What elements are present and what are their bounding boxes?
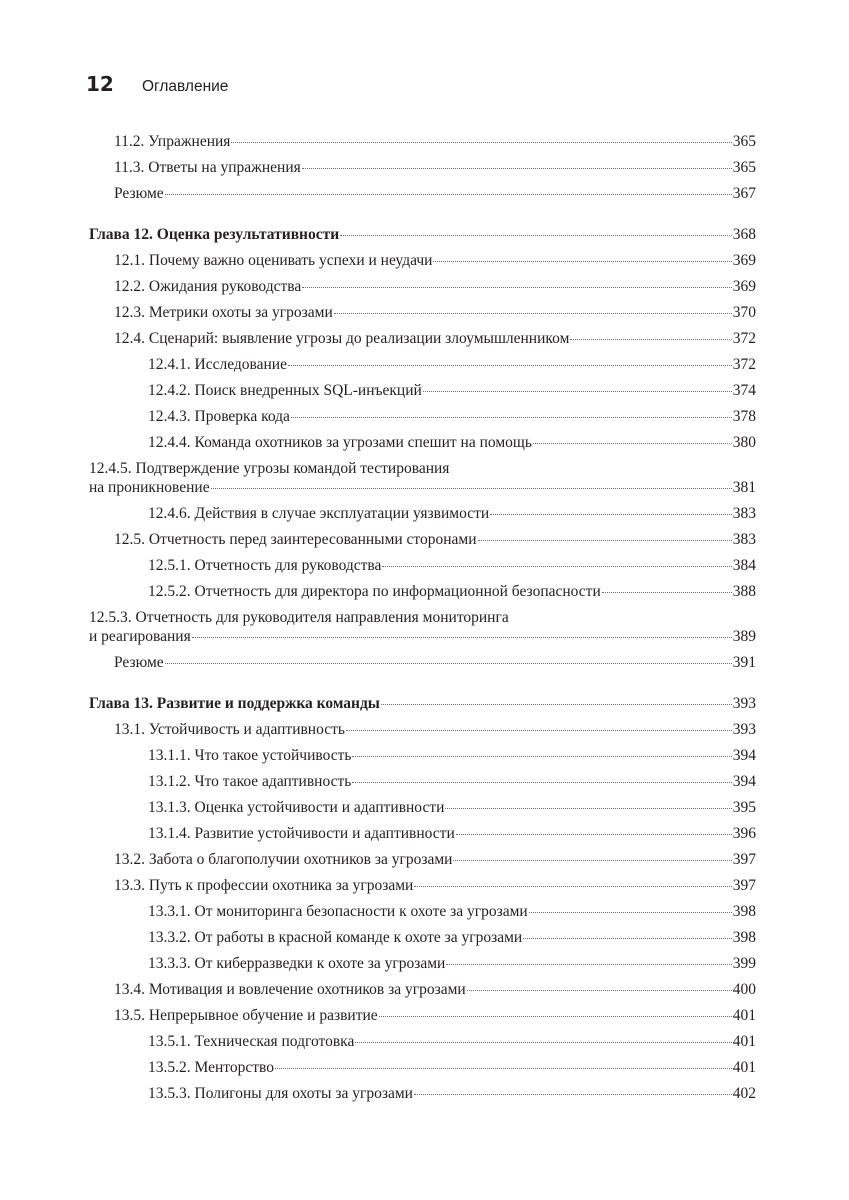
dot-leader: [231, 142, 731, 143]
toc-entry-page: 383: [732, 504, 756, 522]
toc-entry[interactable]: [89, 1028, 756, 1054]
dot-leader: [352, 782, 731, 783]
toc-entry[interactable]: [89, 1054, 756, 1080]
dot-leader: [291, 417, 732, 418]
toc-entry[interactable]: [89, 846, 756, 872]
running-title: Оглавление: [142, 78, 229, 95]
dot-leader: [446, 964, 731, 965]
table-of-contents: [89, 128, 756, 1106]
toc-entry-page: 394: [732, 772, 756, 790]
dot-leader: [433, 261, 731, 262]
toc-entry-title: Резюме: [114, 184, 164, 202]
dot-leader: [453, 860, 731, 861]
dot-leader: [211, 488, 732, 489]
toc-entry-title: 11.3. Ответы на упражнения: [114, 158, 301, 176]
toc-entry-page: 367: [732, 184, 756, 202]
toc-entry-page: 401: [732, 1006, 756, 1024]
dot-leader: [355, 1042, 731, 1043]
chapter-title: Глава 13. Развитие и поддержка команды: [89, 694, 380, 712]
toc-entry-title: 12.4.6. Действия в случае эксплуатации уязвимости: [148, 504, 490, 522]
toc-entry-title: 13.5. Непрерывное обучение и развитие: [114, 1006, 378, 1024]
toc-entry-title: 13.3.1. От мониторинга безопасности к охоте за угрозами: [148, 902, 528, 920]
toc-entry-page: 391: [732, 653, 756, 671]
dot-leader: [602, 592, 732, 593]
chapter-page: 393: [732, 694, 756, 712]
dot-leader: [288, 365, 732, 366]
toc-entry-page: 365: [732, 158, 756, 176]
toc-entry[interactable]: [89, 377, 756, 403]
dot-leader: [379, 1016, 732, 1017]
toc-entry[interactable]: [89, 604, 756, 649]
toc-entry-title: 13.3.3. От киберразведки к охоте за угрозами: [148, 954, 446, 972]
toc-entry-page: 400: [732, 980, 756, 998]
toc-entry-title: 13.1.4. Развитие устойчивости и адаптивности: [148, 824, 455, 842]
dot-leader: [382, 566, 731, 567]
toc-entry[interactable]: [89, 455, 756, 500]
toc-entry-page: 365: [732, 132, 756, 150]
dot-leader: [346, 730, 732, 731]
toc-entry-title: 11.2. Упражнения: [114, 132, 231, 150]
toc-entry[interactable]: [89, 898, 756, 924]
toc-entry[interactable]: [89, 1002, 756, 1028]
toc-entry-page: 397: [732, 876, 756, 894]
toc-entry-page: 380: [732, 433, 756, 451]
toc-entry[interactable]: [89, 768, 756, 794]
toc-entry[interactable]: [89, 649, 756, 675]
dot-leader: [302, 287, 731, 288]
toc-entry-title: 12.5. Отчетность перед заинтересованными сторонами: [114, 530, 477, 548]
toc-entry-title: 13.1.3. Оценка устойчивости и адаптивности: [148, 798, 445, 816]
toc-entry[interactable]: [89, 180, 756, 206]
toc-entry-title: 12.4.1. Исследование: [148, 355, 287, 373]
toc-entry[interactable]: [89, 820, 756, 846]
toc-entry[interactable]: [89, 299, 756, 325]
toc-entry[interactable]: [89, 429, 756, 455]
dot-leader: [381, 704, 732, 705]
page-header: [86, 72, 228, 96]
toc-entry[interactable]: [89, 950, 756, 976]
toc-entry[interactable]: [89, 403, 756, 429]
toc-entry-title: 13.2. Забота о благополучии охотников за угрозами: [114, 850, 453, 868]
toc-entry-page: 369: [732, 251, 756, 269]
toc-entry[interactable]: [89, 351, 756, 377]
chapter-title: Глава 12. Оценка результативности: [89, 225, 340, 243]
toc-entry-page: 393: [732, 720, 756, 738]
toc-entry[interactable]: [89, 794, 756, 820]
toc-entry-page: 398: [732, 902, 756, 920]
toc-entry-page: 388: [732, 582, 756, 600]
toc-entry-title: 12.2. Ожидания руководства: [114, 277, 302, 295]
toc-entry-page: 399: [732, 954, 756, 972]
dot-leader: [478, 540, 732, 541]
toc-entry-page: 383: [732, 530, 756, 548]
toc-entry-title: 12.4. Сценарий: выявление угрозы до реализации злоумышленником: [114, 329, 570, 347]
toc-entry-title: 12.4.2. Поиск внедренных SQL-инъекций: [148, 381, 422, 399]
dot-leader: [302, 168, 732, 169]
toc-entry-page: 374: [732, 381, 756, 399]
toc-entry-title: 13.5.1. Техническая подготовка: [148, 1032, 355, 1050]
toc-entry-title: 13.4. Мотивация и вовлечение охотников за угрозами: [114, 980, 466, 998]
toc-entry-page: 370: [732, 303, 756, 321]
toc-entry[interactable]: [89, 500, 756, 526]
dot-leader: [414, 886, 731, 887]
toc-entry[interactable]: [89, 1080, 756, 1106]
dot-leader: [352, 756, 731, 757]
toc-entry[interactable]: [89, 154, 756, 180]
toc-entry-title: 13.3. Путь к профессии охотника за угрозами: [114, 876, 414, 894]
toc-entry-title: 12.4.3. Проверка кода: [148, 407, 290, 425]
toc-entry-page: 369: [732, 277, 756, 295]
toc-entry-title: 12.3. Метрики охоты за угрозами: [114, 303, 333, 321]
toc-entry-title: 12.4.4. Команда охотников за угрозами спешит на помощь: [148, 433, 532, 451]
toc-entry-title: Резюме: [114, 653, 164, 671]
toc-entry-page: 398: [732, 928, 756, 946]
toc-entry-title: 12.5.2. Отчетность для директора по информационной безопасности: [148, 582, 601, 600]
toc-entry-title-continued: и реагирования: [89, 627, 191, 645]
toc-entry-title: 13.1.1. Что такое устойчивость: [148, 746, 352, 764]
toc-entry-page: 401: [732, 1058, 756, 1076]
dot-leader: [334, 313, 732, 314]
dot-leader: [340, 235, 732, 236]
toc-entry-page: 396: [732, 824, 756, 842]
toc-entry[interactable]: [89, 716, 756, 742]
toc-entry-title: 13.3.2. От работы в красной команде к охоте за угрозами: [148, 928, 523, 946]
toc-entry-page: 402: [732, 1084, 756, 1102]
toc-entry[interactable]: [89, 273, 756, 299]
toc-entry-page: 395: [732, 798, 756, 816]
toc-entry-page: 389: [732, 627, 756, 645]
dot-leader: [456, 834, 732, 835]
toc-chapter-12[interactable]: [89, 221, 756, 247]
toc-entry[interactable]: [89, 526, 756, 552]
toc-entry-page: 372: [732, 329, 756, 347]
toc-entry-title: 12.1. Почему важно оценивать успехи и неудачи: [114, 251, 433, 269]
toc-entry-title: 12.5.3. Отчетность для руководителя направления мониторинга: [89, 608, 509, 626]
toc-entry[interactable]: [89, 128, 756, 154]
dot-leader: [445, 808, 731, 809]
dot-leader: [523, 938, 732, 939]
dot-leader: [414, 1094, 732, 1095]
toc-entry-title: 12.5.1. Отчетность для руководства: [148, 556, 382, 574]
toc-entry-title: 13.1.2. Что такое адаптивность: [148, 772, 352, 790]
dot-leader: [275, 1068, 732, 1069]
page-number: 12: [86, 72, 114, 96]
dot-leader: [533, 443, 732, 444]
toc-entry-page: 372: [732, 355, 756, 373]
toc-entry[interactable]: [89, 742, 756, 768]
chapter-page: 368: [732, 225, 756, 243]
toc-entry-title-continued: на проникновение: [89, 478, 210, 496]
toc-entry-page: 397: [732, 850, 756, 868]
dot-leader: [165, 663, 732, 664]
toc-chapter-13[interactable]: [89, 690, 756, 716]
toc-entry-page: 378: [732, 407, 756, 425]
toc-entry-title: 13.5.3. Полигоны для охоты за угрозами: [148, 1084, 413, 1102]
dot-leader: [570, 339, 731, 340]
toc-entry[interactable]: [89, 578, 756, 604]
toc-entry-title: 13.5.2. Менторство: [148, 1058, 274, 1076]
toc-entry-title: 12.4.5. Подтверждение угрозы командой тестирования: [89, 459, 450, 477]
toc-entry[interactable]: [89, 552, 756, 578]
toc-entry[interactable]: [89, 872, 756, 898]
dot-leader: [490, 514, 732, 515]
toc-entry-title: 13.1. Устойчивость и адаптивность: [114, 720, 345, 738]
toc-entry[interactable]: [89, 247, 756, 273]
toc-entry-page: 401: [732, 1032, 756, 1050]
toc-entry-page: 381: [732, 478, 756, 496]
toc-entry[interactable]: [89, 976, 756, 1002]
dot-leader: [467, 990, 732, 991]
dot-leader: [529, 912, 732, 913]
toc-entry[interactable]: [89, 325, 756, 351]
dot-leader: [192, 637, 732, 638]
dot-leader: [423, 391, 732, 392]
dot-leader: [165, 194, 732, 195]
toc-entry-page: 394: [732, 746, 756, 764]
toc-entry[interactable]: [89, 924, 756, 950]
toc-entry-page: 384: [732, 556, 756, 574]
